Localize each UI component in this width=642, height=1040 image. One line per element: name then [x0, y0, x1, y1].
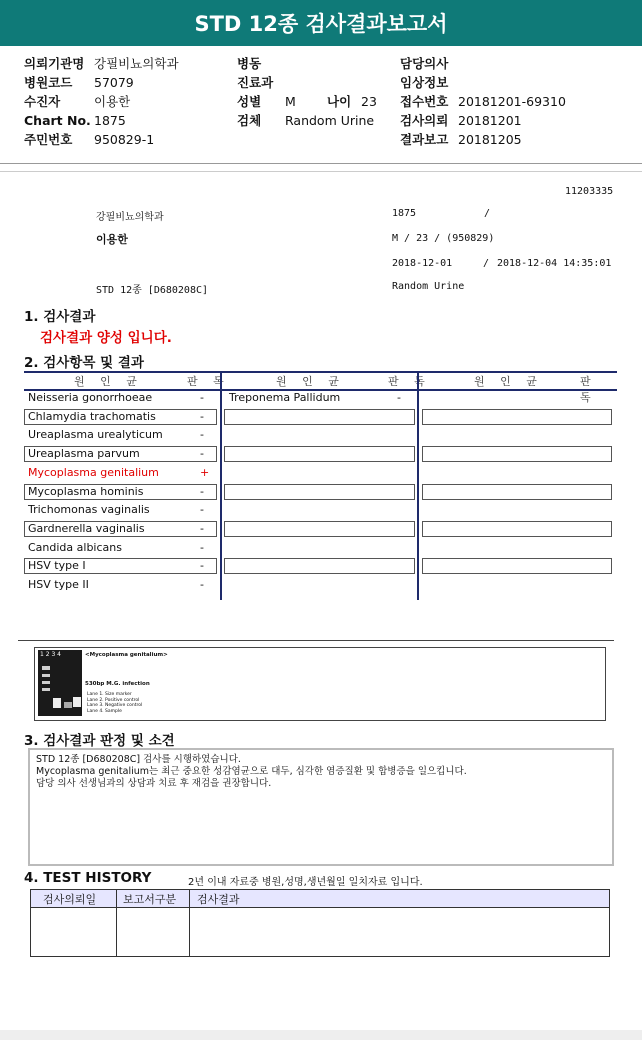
row-box	[224, 446, 415, 462]
ward-label: 병동	[237, 56, 262, 71]
meta-clinic: 강필비뇨의학과	[96, 212, 164, 223]
header-organism-2: 원 인 균	[276, 375, 345, 388]
history-col-request: 검사의뢰일	[43, 893, 97, 906]
meta-date-to: 2018-12-04 14:35:01	[497, 258, 612, 269]
row-box	[24, 521, 217, 537]
row-box	[224, 409, 415, 425]
report-id: 11203335	[565, 186, 614, 197]
institution-value: 강필비뇨의학과	[94, 56, 179, 71]
col2-result: -	[397, 391, 401, 404]
row-box	[24, 484, 217, 500]
header-middle	[237, 54, 377, 130]
gel-legend-2: Lane 2. Positive control	[87, 697, 140, 703]
col1-result: -	[200, 578, 204, 591]
section-2-title: 2. 검사항목 및 결과	[24, 355, 144, 371]
results-grid	[24, 371, 617, 600]
age-value: 23	[361, 94, 377, 109]
col1-result: +	[200, 465, 210, 479]
opinion-line-3: 담당 의사 선생님과의 상담과 치료 후 재검을 권장합니다.	[36, 778, 272, 789]
col1-organism: Ureaplasma urealyticum	[28, 428, 163, 442]
age-label: 나이	[327, 94, 352, 109]
history-col-result: 검사결과	[197, 893, 240, 906]
row-box	[422, 558, 612, 574]
col1-organism: HSV type I	[28, 559, 86, 573]
meta-date-sep: /	[483, 258, 490, 269]
col1-result: -	[200, 409, 204, 423]
col1-organism: HSV type II	[28, 578, 89, 591]
row-box	[422, 521, 612, 537]
gel-divider	[18, 640, 614, 641]
sex-label: 성별	[237, 94, 262, 109]
chart-value: 1875	[94, 113, 126, 128]
examinee-label: 수진자	[24, 94, 61, 109]
header-judgment-3: 판 독	[580, 375, 597, 404]
hospital-code-label: 병원코드	[24, 75, 73, 90]
header-left	[24, 54, 179, 149]
gel-title: <Mycoplasma genitalium>	[85, 652, 168, 658]
meta-slash: /	[484, 208, 491, 219]
footer-bar	[0, 1030, 642, 1040]
overall-result: 검사결과 양성 입니다.	[40, 330, 172, 346]
history-divider-2	[189, 890, 190, 956]
col1-organism: Mycoplasma hominis	[28, 484, 144, 498]
col1-result: -	[200, 521, 204, 535]
sex-value: M	[285, 94, 296, 109]
chart-label: Chart No.	[24, 113, 91, 128]
doctor-label: 담당의사	[400, 56, 449, 71]
institution-label: 의뢰기관명	[24, 56, 85, 71]
header-judgment-1: 판 독	[187, 375, 230, 388]
opinion-box	[28, 748, 614, 866]
meta-sex-age: M / 23 / (950829)	[392, 233, 495, 244]
history-col-type: 보고서구분	[123, 893, 177, 906]
header-divider	[0, 163, 642, 164]
report-value: 20181205	[458, 132, 522, 147]
col1-organism: Gardnerella vaginalis	[28, 521, 145, 535]
row-box	[24, 409, 217, 425]
column-divider-1	[220, 371, 222, 600]
col1-organism: Trichomonas vaginalis	[28, 503, 150, 517]
row-box	[224, 484, 415, 500]
history-table	[30, 889, 610, 957]
meta-test-code: STD 12종 [D680208C]	[96, 285, 209, 296]
report-title: STD 12종 검사결과보고서	[0, 0, 642, 46]
gel-legend-1: Lane 1. Size marker	[87, 692, 132, 697]
receipt-label: 접수번호	[400, 94, 449, 109]
gel-image	[34, 647, 606, 721]
column-divider-2	[417, 371, 419, 600]
col1-organism: Candida albicans	[28, 540, 122, 554]
header-right	[400, 54, 566, 149]
gel-legend-4: Lane 4. Sample	[87, 708, 122, 714]
opinion-line-1: STD 12종 [D680208C] 검사를 시행하였습니다.	[36, 754, 241, 765]
specimen-value: Random Urine	[285, 113, 375, 128]
col2-organism: Treponema Pallidum	[229, 391, 341, 404]
meta-specimen: Random Urine	[392, 281, 465, 292]
row-box	[422, 446, 612, 462]
gel-band-label: 530bp M.G. infection	[85, 681, 150, 687]
section-4-title: 4. TEST HISTORY	[24, 870, 152, 886]
row-box	[24, 558, 217, 574]
receipt-value: 20181201-69310	[458, 94, 566, 109]
row-box	[24, 446, 217, 462]
gel-lane-numbers: 1 2 3 4	[40, 651, 61, 658]
meta-chart: 1875	[392, 208, 417, 219]
opinion-line-2: Mycoplasma genitalium는 최근 중요한 성감염균으로 대두, 심각한 염증질환 및 합병증을 일으킵니다.	[36, 766, 467, 777]
section-3-title: 3. 검사결과 판정 및 소견	[24, 733, 175, 749]
header-organism-1: 원 인 균	[74, 375, 143, 388]
examinee-value: 이용한	[94, 94, 131, 109]
resident-value: 950829-1	[94, 132, 155, 147]
meta-patient: 이용한	[96, 233, 128, 246]
col1-organism: Mycoplasma genitalium	[28, 465, 159, 479]
report-label: 결과보고	[400, 132, 449, 147]
gel-photo	[38, 650, 82, 716]
request-value: 20181201	[458, 113, 522, 128]
history-divider-1	[116, 890, 117, 956]
col1-result: -	[200, 447, 204, 461]
section-1-title: 1. 검사결과	[24, 309, 96, 325]
history-note: 2년 이내 자료중 병원,성명,생년월일 일치자료 입니다.	[188, 877, 423, 888]
header-organism-3: 원 인 균	[474, 375, 543, 388]
resident-label: 주민번호	[24, 132, 73, 147]
gel-legend-3: Lane 3. Negative control	[87, 703, 143, 708]
header-judgment-2: 판 독	[388, 375, 431, 388]
col1-result: -	[200, 503, 204, 517]
col1-organism: Chlamydia trachomatis	[28, 409, 156, 423]
col1-organism: Ureaplasma parvum	[28, 447, 140, 461]
gel-legend	[87, 692, 142, 714]
request-label: 검사의뢰	[400, 113, 449, 128]
col1-result: -	[200, 540, 204, 554]
clinical-label: 임상정보	[400, 75, 449, 90]
row-box	[422, 484, 612, 500]
row-box	[422, 409, 612, 425]
specimen-label: 검체	[237, 113, 262, 128]
header-divider-2	[0, 171, 642, 172]
hospital-code-value: 57079	[94, 75, 134, 90]
history-header	[31, 890, 609, 908]
col1-result: -	[200, 559, 204, 573]
dept-label: 진료과	[237, 75, 274, 90]
col1-result: -	[200, 484, 204, 498]
row-box	[224, 521, 415, 537]
col1-organism: Neisseria gonorrhoeae	[28, 391, 153, 404]
col1-result: -	[200, 428, 204, 442]
row-box	[224, 558, 415, 574]
col1-result: -	[200, 391, 204, 404]
meta-date-from: 2018-12-01	[392, 258, 453, 269]
